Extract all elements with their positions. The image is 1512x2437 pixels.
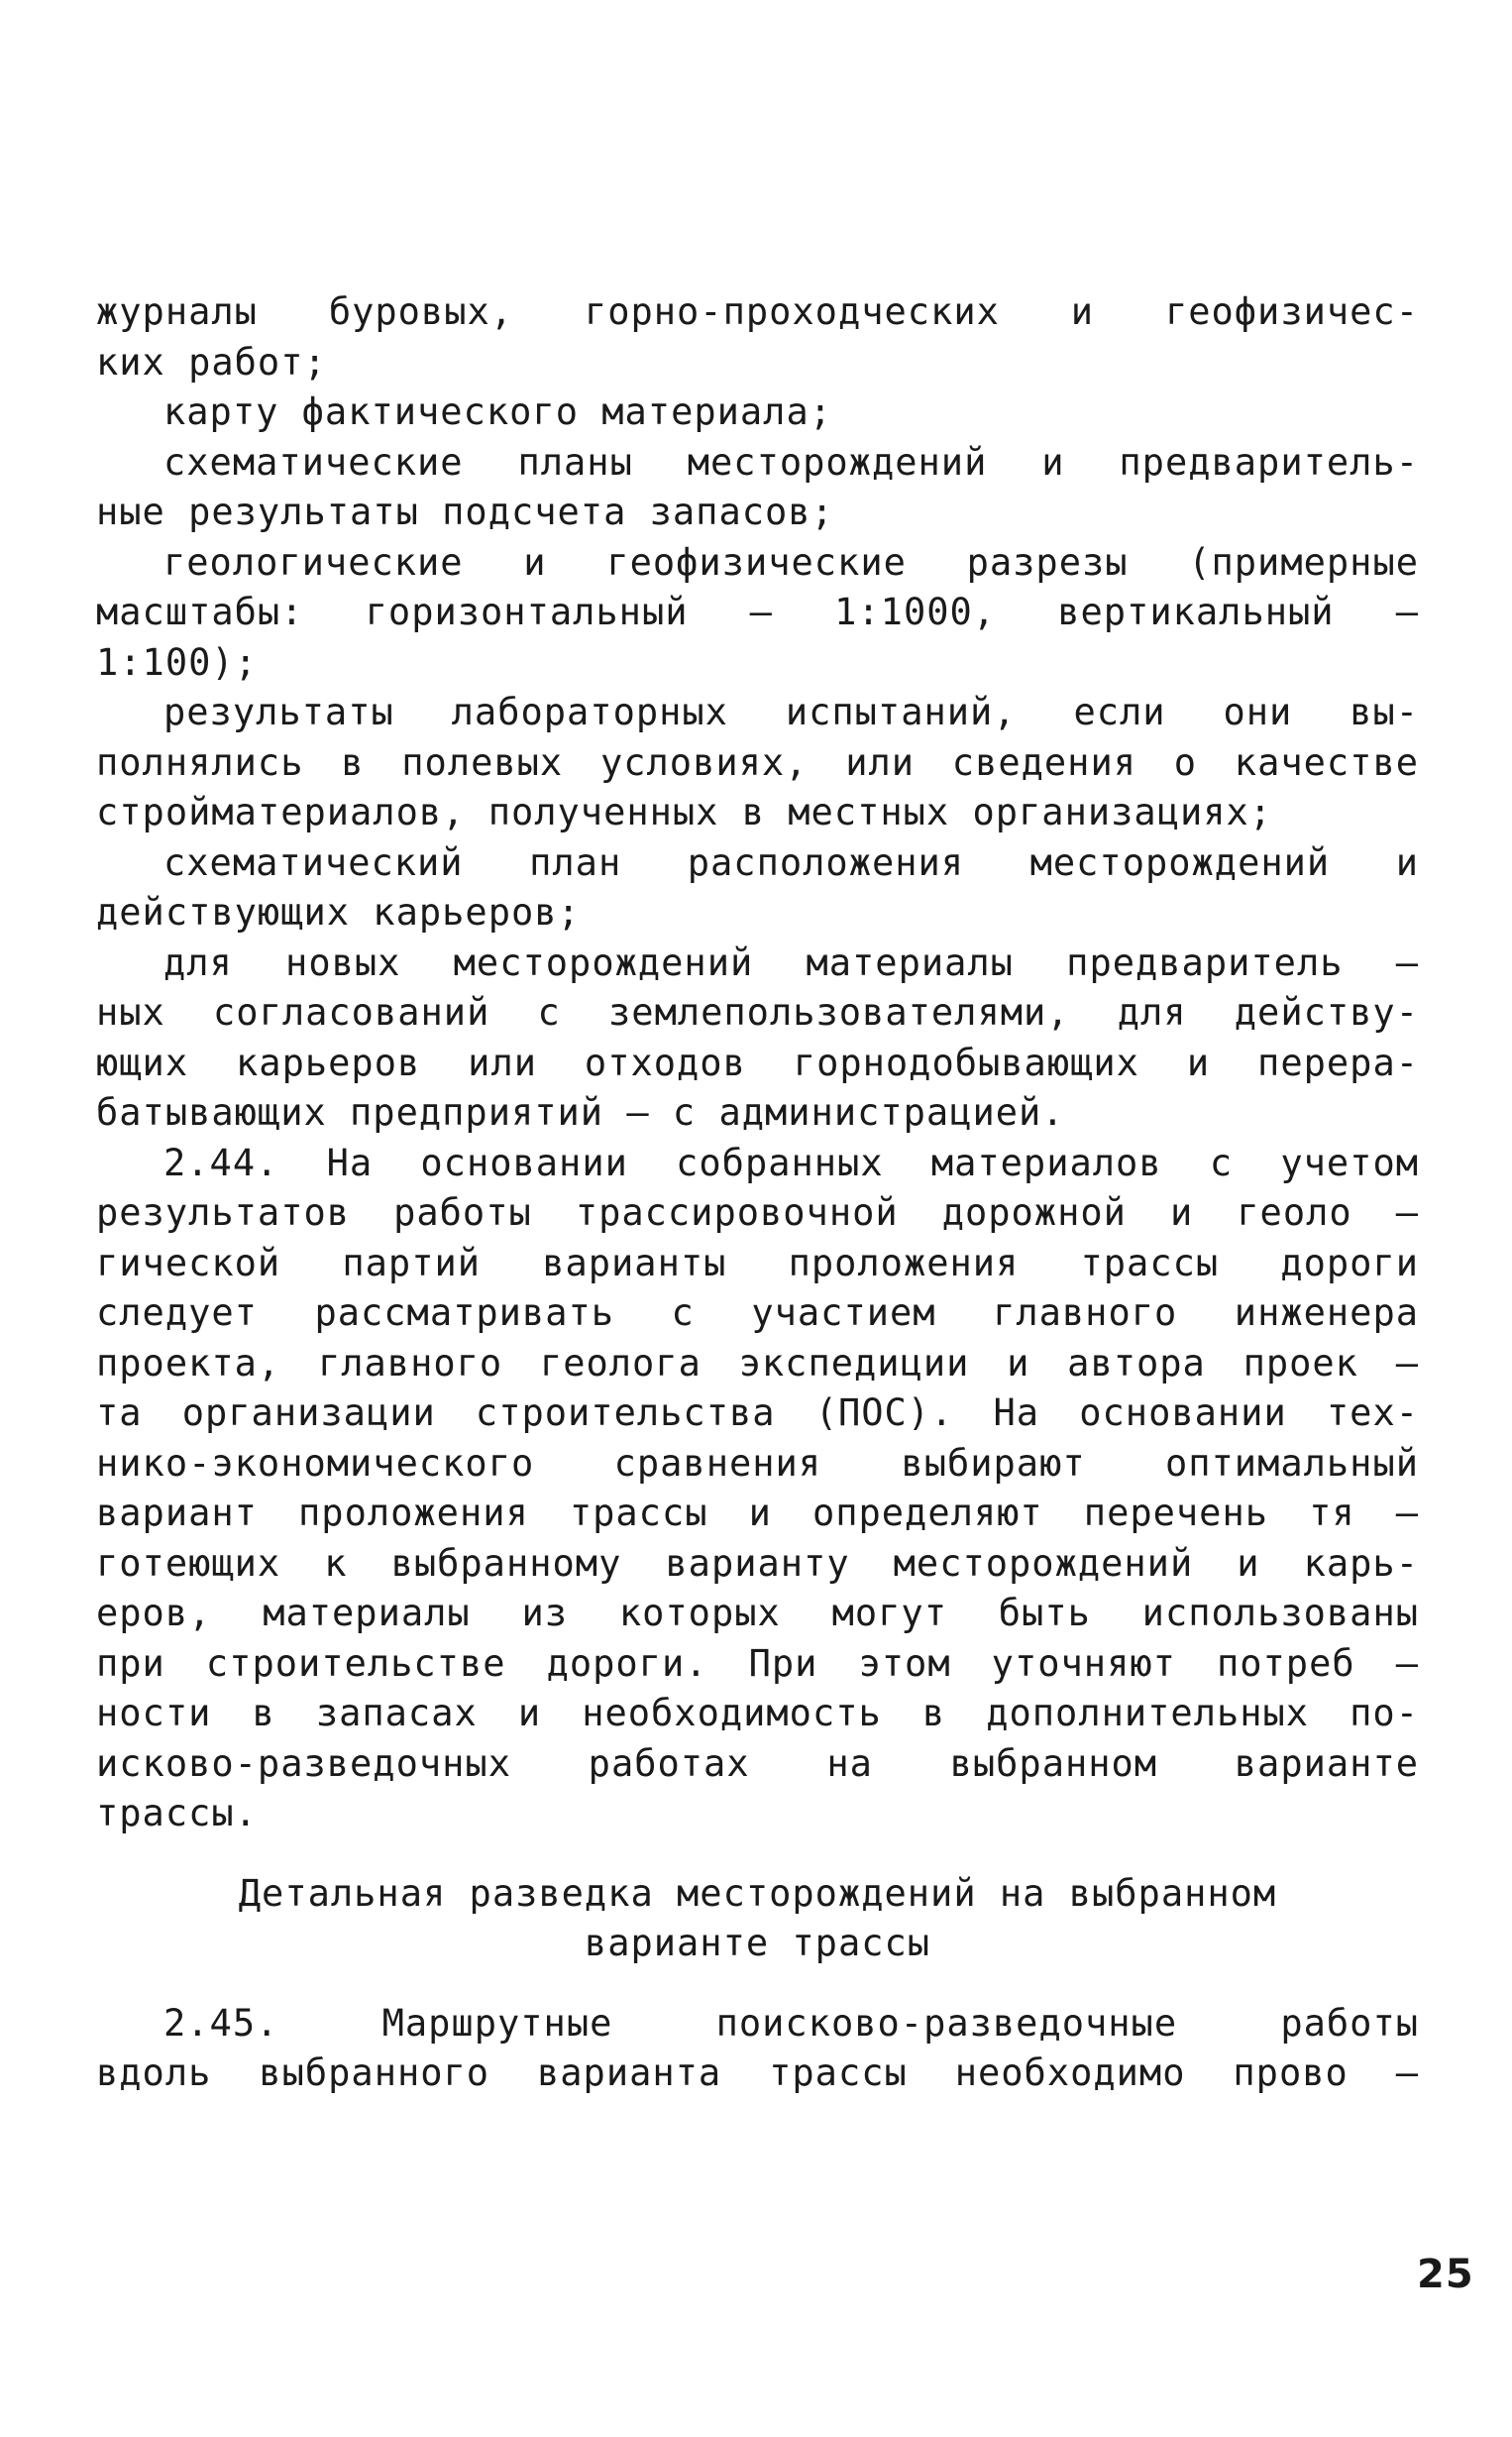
- text-line: гической партий варианты проложения трассы дороги: [96, 1241, 1419, 1284]
- text-line: действующих карьеров;: [96, 891, 581, 934]
- text-line: масштабы: горизонтальный – 1:1000, вертикальный –: [96, 591, 1419, 633]
- text-line: та организации строительства (ПОС). На основании тех-: [96, 1391, 1419, 1434]
- text-line: еров, материалы из которых могут быть использованы: [96, 1592, 1419, 1634]
- text-block-2: [96, 1999, 1419, 2099]
- text-line: следует рассматривать с участием главного инженера: [96, 1291, 1419, 1334]
- text-line: схематический план расположения месторождений и: [163, 840, 1419, 884]
- text-line: полнялись в полевых условиях, или сведения о качестве: [96, 740, 1419, 784]
- text-line: проекта, главного геолога экспедиции и автора проек –: [96, 1341, 1419, 1385]
- text-line: 2.44. На основании собранных материалов с учетом: [163, 1141, 1419, 1184]
- text-line: 2.45. Маршрутные поисково-разведочные работы: [163, 2001, 1419, 2045]
- text-line: схематические планы месторождений и предваритель-: [163, 440, 1419, 484]
- section-heading-line: варианте трассы: [584, 1922, 931, 1964]
- text-block-1: [96, 287, 1419, 1839]
- text-line: геологические и геофизические разрезы (примерные: [163, 540, 1419, 584]
- text-line: результатов работы трассировочной дорожной и геоло –: [96, 1191, 1419, 1234]
- section-heading: [96, 1869, 1419, 1969]
- text-line: ющих карьеров или отходов горнодобывающих и перера-: [96, 1041, 1419, 1084]
- text-line: ности в запасах и необходимость в дополнительных по-: [96, 1692, 1419, 1734]
- text-line: исково-разведочных работах на выбранном варианте: [96, 1741, 1419, 1785]
- text-line: трассы.: [96, 1792, 258, 1834]
- text-line: ных согласований с землепользователями, для действу-: [96, 991, 1419, 1034]
- text-line: карту фактического материала;: [163, 390, 833, 433]
- text-line: для новых месторождений материалы предваритель –: [163, 941, 1419, 984]
- text-line: журналы буровых, горно-проходческих и геофизичес-: [96, 290, 1419, 333]
- text-line: ких работ;: [96, 340, 327, 384]
- text-line: вариант проложения трассы и определяют перечень тя –: [96, 1492, 1419, 1534]
- text-line: вдоль выбранного варианта трассы необходимо прово –: [96, 2051, 1419, 2094]
- text-line: результаты лабораторных испытаний, если они вы-: [163, 691, 1419, 733]
- text-line: стройматериалов, полученных в местных организациях;: [96, 791, 1273, 833]
- text-line: готеющих к выбранному варианту месторождений и карь-: [96, 1541, 1419, 1585]
- page-number: 25: [1417, 2252, 1474, 2297]
- text-line: 1:100);: [96, 640, 258, 684]
- text-line: нико-экономического сравнения выбирают оптимальный: [96, 1441, 1419, 1485]
- text-line: ные результаты подсчета запасов;: [96, 491, 834, 533]
- section-heading-line: Детальная разведка месторождений на выбранном: [238, 1871, 1277, 1915]
- page-body: [96, 287, 1419, 2099]
- text-line: при строительстве дороги. При этом уточняют потреб –: [96, 1641, 1419, 1685]
- text-line: батывающих предприятий – с администрацией.: [96, 1091, 1065, 1134]
